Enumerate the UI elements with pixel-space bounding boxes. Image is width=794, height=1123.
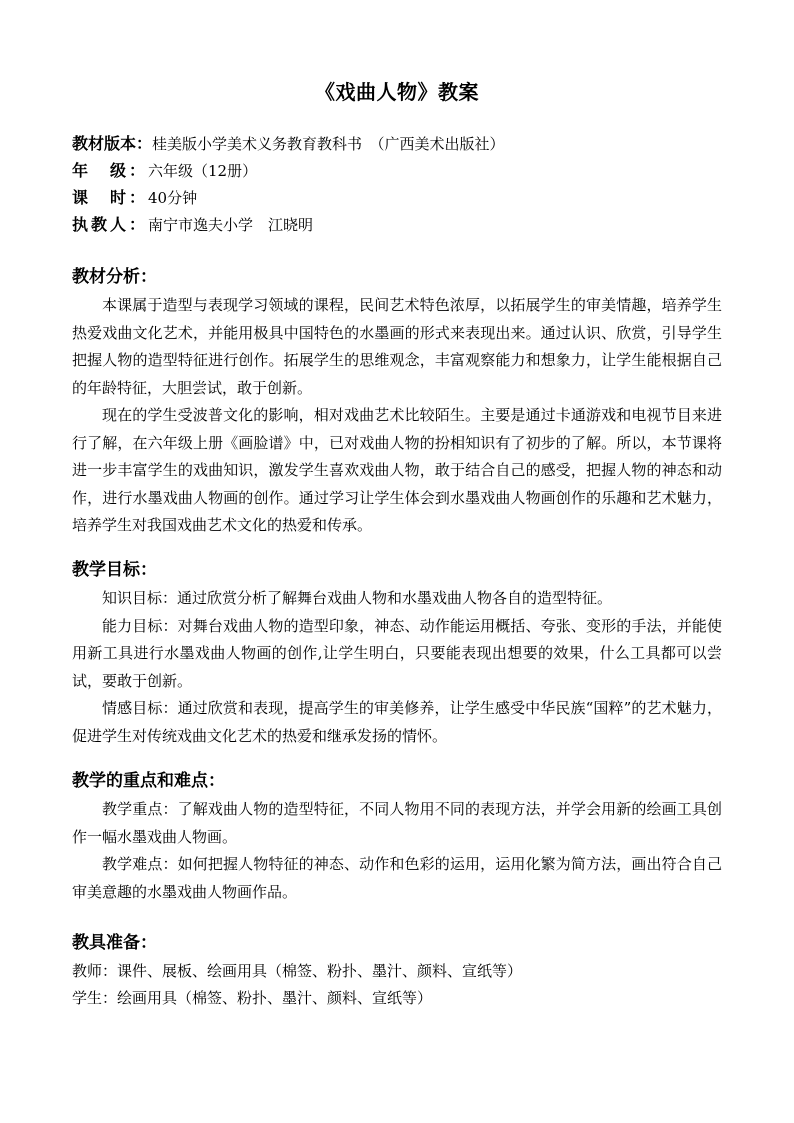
- meta-value-edition: 桂美版小学美术义务教育教科书 （广西美术出版社）: [152, 135, 505, 153]
- meta-label-duration: 课 时：: [72, 188, 149, 207]
- meta-row-edition: [72, 130, 732, 157]
- section-key-difficult-points: [72, 766, 722, 906]
- section-material-analysis: [72, 262, 722, 540]
- meta-label-edition: 教材版本：: [72, 134, 153, 153]
- meta-label-teacher: 执教人：: [72, 215, 149, 234]
- meta-row-duration: [72, 184, 732, 211]
- section-heading: 教具准备：: [72, 933, 157, 953]
- paragraph: 情感目标：通过欣赏和表现，提高学生的审美修养，让学生感受中华民族“国粹”的艺术魅力，促进学生对传统戏曲文化艺术的热爱和继承发扬的情怀。: [72, 699, 722, 745]
- paragraph: 教学重点：了解戏曲人物的造型特征，不同人物用不同的表现方法，并学会用新的绘画工具创作一幅水墨戏曲人物画。: [72, 800, 722, 846]
- paragraph: 现在的学生受波普文化的影响，相对戏曲艺术比较陌生。主要是通过卡通游戏和电视节目来进行了解，在六年级上册《画脸谱》中，已对戏曲人物的扮相知识有了初步的了解。所以，本节课将进一步丰富学生的戏曲知识，激发学生喜欢戏曲人物，敢于结合自己的感受，把握人物的神态和动作，进行水墨戏曲人物画的创作。通过学习让学生体会到水墨戏曲人物画创作的乐趣和艺术魅力，培养学生对我国戏曲艺术文化的热爱和传承。: [72, 406, 722, 534]
- meta-label-grade: 年 级：: [72, 161, 149, 180]
- meta-info: [72, 130, 732, 238]
- teaching-aids-line: 教师：课件、展板、绘画用具（棉签、粉扑、墨汁、颜料、宣纸等）: [72, 962, 523, 980]
- section-heading: 教学的重点和难点：: [72, 771, 225, 791]
- section-heading: 教学目标：: [72, 560, 157, 580]
- page-title: 《戏曲人物》教案: [315, 80, 479, 104]
- section-teaching-aids: [72, 928, 722, 1012]
- meta-value-grade: 六年级（12册）: [148, 162, 258, 180]
- section-heading: 教材分析：: [72, 267, 157, 287]
- paragraph: 能力目标：对舞台戏曲人物的造型印象，神态、动作能运用概括、夸张、变形的手法，并能使用新工具进行水墨戏曲人物画的创作,让学生明白，只要能表现出想要的效果，什么工具都可以尝试，要敢于创新。: [72, 616, 722, 690]
- paragraph: 教学难点：如何把握人物特征的神态、动作和色彩的运用，运用化繁为简方法，画出符合自己审美意趣的水墨戏曲人物画作品。: [72, 855, 722, 901]
- meta-value-duration: 40分钟: [148, 189, 198, 207]
- meta-row-teacher: [72, 211, 732, 238]
- teaching-aids-line: 学生：绘画用具（棉签、粉扑、墨汁、颜料、宣纸等）: [72, 989, 433, 1007]
- meta-value-teacher: 南宁市逸夫小学 江晓明: [148, 216, 314, 234]
- paragraph: 本课属于造型与表现学习领域的课程，民间艺术特色浓厚，以拓展学生的审美情趣，培养学生热爱戏曲文化艺术，并能用极具中国特色的水墨画的形式来表现出来。通过认识、欣赏，引导学生把握人物的造型特征进行创作。拓展学生的思维观念，丰富观察能力和想象力，让学生能根据自己的年龄特征，大胆尝试，敢于创新。: [72, 296, 722, 397]
- paragraph: 知识目标：通过欣赏分析了解舞台戏曲人物和水墨戏曲人物各自的造型特征。: [102, 589, 613, 607]
- section-teaching-goals: [72, 555, 722, 750]
- meta-row-grade: [72, 157, 732, 184]
